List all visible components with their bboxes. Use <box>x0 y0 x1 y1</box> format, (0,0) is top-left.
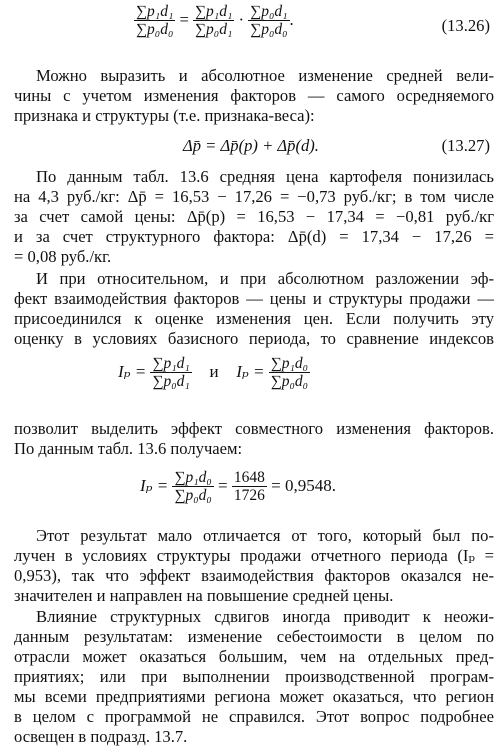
period: . <box>289 9 294 29</box>
index-symbol: Iₚ = <box>236 361 265 381</box>
text-line: И при относительном, и при абсолютном разложении эф- <box>36 269 494 288</box>
conjunction: и <box>209 361 219 381</box>
denominator: ∑p₀d₀ <box>136 21 174 38</box>
text-line: приятиях; или при выполнении производственной програм- <box>14 667 494 686</box>
text-line: По данным табл. 13.6 получаем: <box>14 439 243 458</box>
text-line: 0,953), так что эффект взаимодействия факторов оказался не- <box>14 566 494 585</box>
text-line: По данным табл. 13.6 средняя цена картофеля понизилась <box>36 167 494 186</box>
text-line: присоединился к оценке изменения цен. Если получить эту <box>14 309 494 328</box>
fraction <box>150 356 191 390</box>
text-line: признака и структуры (т.е. признака-веса): <box>14 106 315 125</box>
text-line: значителен и направлен на повышение средней цены. <box>14 586 394 605</box>
equation-result <box>140 470 336 504</box>
equation-indices <box>118 356 310 390</box>
fraction <box>248 4 289 38</box>
index-symbol: Iₚ = <box>118 361 147 381</box>
equals-sign: = <box>179 9 189 29</box>
equation-13-27: Δp̄ = Δp̄(p) + Δp̄(d). <box>183 136 319 155</box>
text-line: на 4,3 руб./кг: Δp̄ = 16,53 − 17,26 = −0,73 руб./кг; в том числе <box>14 187 494 206</box>
numerator: ∑p₁d₀ <box>174 469 212 486</box>
denominator: ∑p₀d₀ <box>270 373 309 390</box>
index-symbol: Iₚ = <box>140 475 169 495</box>
multiply-dot: · <box>238 9 245 29</box>
fraction <box>134 4 175 38</box>
text-line: и за счет структурного фактора: Δp̄(d) = 17,34 − 17,26 = <box>14 227 494 246</box>
numerator: ∑p₁d₀ <box>270 355 309 372</box>
text-line: = 0,08 руб./кг. <box>14 247 112 266</box>
text-line: фект взаимодействия факторов — цены и структуры продажи — <box>14 289 494 308</box>
fraction <box>172 470 213 504</box>
equation-13-26 <box>134 4 294 38</box>
text-line: оценку в условиях базисного периода, то сравнение индексов <box>14 329 494 348</box>
equation-number: (13.27) <box>441 136 490 155</box>
numerator: 1648 <box>233 469 265 486</box>
text-line: отрасли может оказаться большим, чем на отдельных пред- <box>14 647 494 666</box>
text-line: Можно выразить и абсолютное изменение средней вели- <box>36 66 494 85</box>
fraction <box>269 356 310 390</box>
text-line: лучен в условиях структуры продажи отчетного периода (Iₚ = <box>14 546 494 565</box>
result-value: = 0,9548. <box>271 475 336 495</box>
text-line: освещен в подразд. 13.7. <box>14 727 188 746</box>
denominator: ∑p₀d₀ <box>250 21 288 38</box>
denominator: ∑p₀d₁ <box>195 21 233 38</box>
denominator: 1726 <box>233 487 265 504</box>
text-line: данным результатам: изменение себестоимости в целом по <box>14 627 494 646</box>
equals-sign: = <box>218 475 228 495</box>
text-line: Влияние структурных сдвигов иногда приводит к неожи- <box>36 607 494 626</box>
numerator: ∑p₁d₁ <box>195 3 233 20</box>
fraction <box>193 4 234 38</box>
text-line: в целом с программой не справился. Этот вопрос подробнее <box>14 707 494 726</box>
denominator: ∑p₀d₀ <box>174 487 212 504</box>
denominator: ∑p₀d₁ <box>152 373 190 390</box>
text-line: за счет самой цены: Δp̄(p) = 16,53 − 17,34 = −0,81 руб./кг <box>14 207 494 226</box>
text-line: Этот результат мало отличается от того, который был по- <box>36 526 494 545</box>
equation-number: (13.26) <box>441 16 490 35</box>
fraction <box>232 470 267 504</box>
numerator: ∑p₁d₁ <box>136 3 174 20</box>
numerator: ∑p₁d₁ <box>152 355 190 372</box>
text-line: чины с учетом изменения факторов — самого осредняемого <box>14 86 494 105</box>
numerator: ∑p₀d₁ <box>250 3 288 20</box>
text-line: мы всеми предприятиями региона может оказаться, что регион <box>14 687 494 706</box>
text-line: позволит выделить эффект совместного изменения факторов. <box>14 419 494 438</box>
